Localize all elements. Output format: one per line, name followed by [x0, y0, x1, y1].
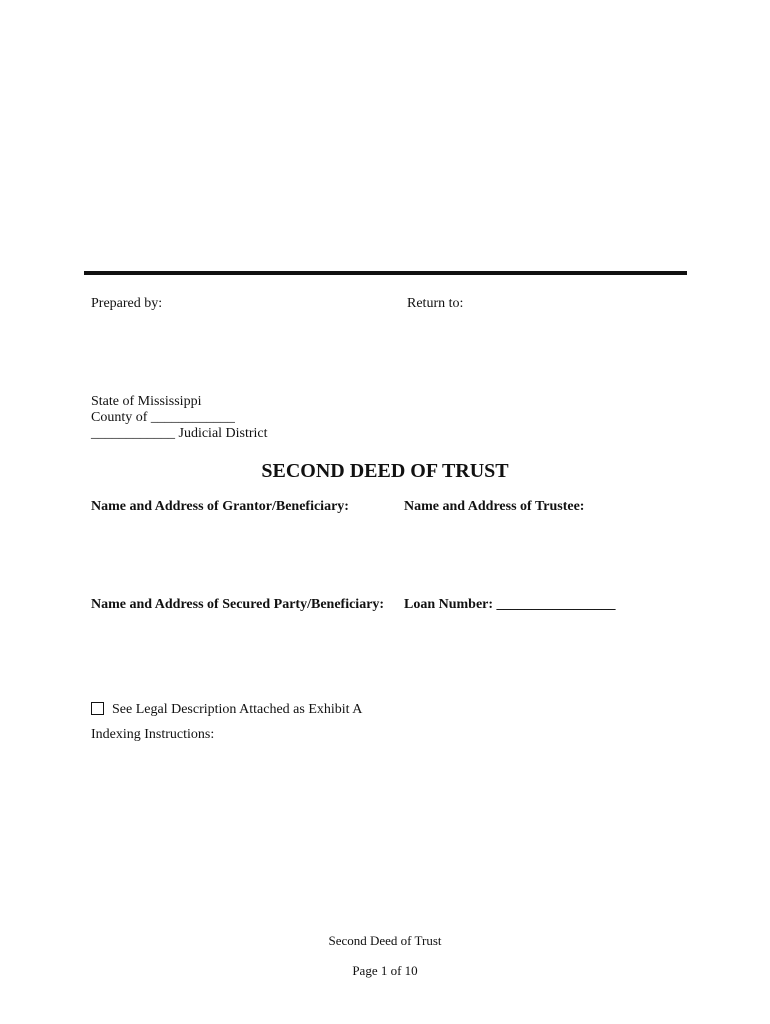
footer-document-name: Second Deed of Trust	[328, 933, 442, 948]
state-line: State of Mississippi	[91, 394, 202, 409]
exhibit-a-checkbox[interactable]	[91, 702, 104, 715]
page-number: Page 1 of 10	[352, 963, 418, 978]
county-line: County of ____________	[91, 410, 235, 425]
judicial-district-line: ____________ Judicial District	[91, 426, 268, 441]
prepared-by-label: Prepared by:	[91, 296, 163, 311]
secured-party-label: Name and Address of Secured Party/Beneficiary:	[91, 597, 385, 612]
return-to-label: Return to:	[407, 296, 464, 311]
exhibit-a-label: See Legal Description Attached as Exhibit A	[112, 702, 363, 717]
top-divider-rule	[84, 271, 687, 275]
document-title: SECOND DEED OF TRUST	[261, 460, 509, 482]
trustee-label: Name and Address of Trustee:	[404, 499, 585, 514]
grantor-beneficiary-label: Name and Address of Grantor/Beneficiary:	[91, 499, 349, 514]
loan-number-label: Loan Number: _________________	[404, 597, 616, 612]
indexing-instructions-label: Indexing Instructions:	[91, 727, 215, 742]
